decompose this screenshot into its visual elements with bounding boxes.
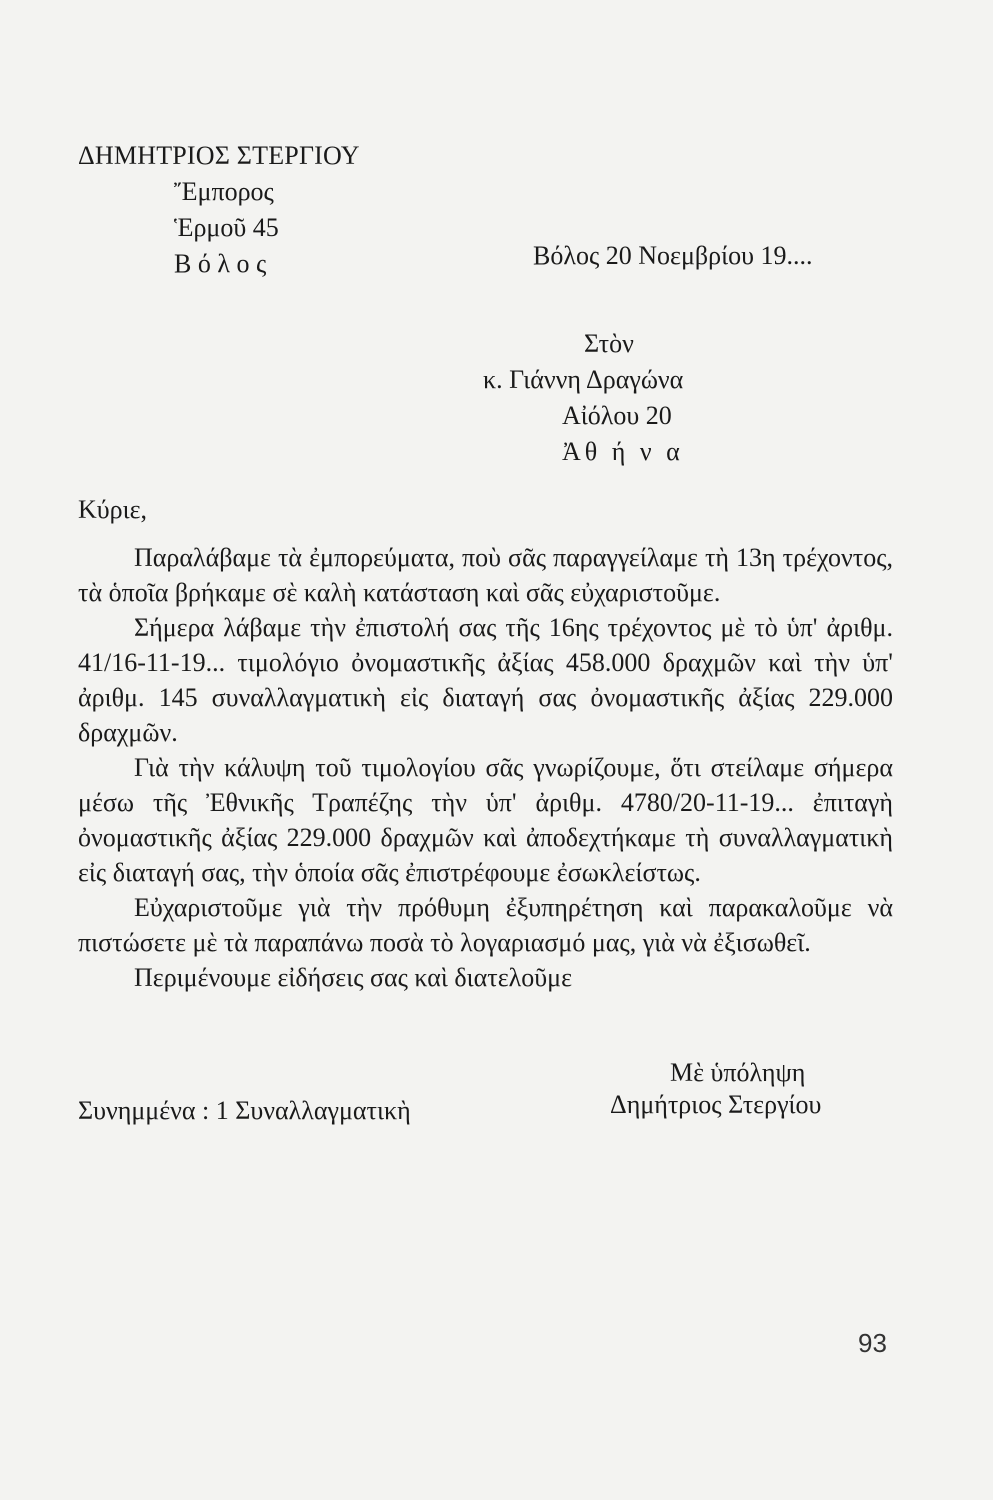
sender-block (78, 138, 360, 282)
recipient-city: Ἀθ ή ν α (562, 437, 684, 466)
sender-occupation: Ἔμπορος (174, 177, 274, 206)
letter-body (78, 540, 893, 995)
paragraph: Περιμένουμε εἰδήσεις σας καὶ διατελοῦμε (134, 963, 572, 992)
paragraph: Εὐχαριστοῦμε γιὰ τὴν πρόθυμη ἐξυπηρέτηση καὶ παρακαλοῦμε νὰ πιστώσετε μὲ τὰ παραπάνω ποσὰ τὸ λογαριασμό μας, γιὰ νὰ ἐξισωθεῖ. (78, 893, 893, 957)
paragraph: Παραλάβαμε τὰ ἐμπορεύματα, ποὺ σᾶς παραγγείλαμε τὴ 13η τρέχοντος, τὰ ὁποῖα βρήκαμε σὲ καλὴ κατάσταση καὶ σᾶς εὐχαριστοῦμε. (78, 543, 893, 607)
sender-city: Β ό λ ο ς (174, 249, 267, 278)
recipient-to: Στὸν (584, 329, 634, 358)
letter-date: Βόλος 20 Νοεμβρίου 19.... (533, 241, 813, 270)
salutation: Κύριε, (78, 495, 148, 524)
sender-street: Ἑρμοῦ 45 (174, 213, 279, 242)
closing: Μὲ ὑπόληψη (670, 1058, 806, 1087)
attachments: Συνημμένα : 1 Συναλλαγματικὴ (78, 1096, 411, 1125)
paragraph: Γιὰ τὴν κάλυψη τοῦ τιμολογίου σᾶς γνωρίζουμε, ὅτι στείλαμε σήμερα μέσω τῆς Ἐθνικῆς Τραπέζης τὴν ὑπ' ἀριθμ. 4780/20-11-19... ἐπιταγὴ ὀνομαστικῆς ἀξίας 229.000 δραχμῶν καὶ ἀποδεχτήκαμε τὴ συναλλαγματικὴ εἰς διαταγή σας, τὴν ὁποία σᾶς ἐπιστρέφουμε ἐσωκλείστως. (78, 753, 893, 887)
signature: Δημήτριος Στεργίου (610, 1090, 822, 1119)
recipient-street: Αἰόλου 20 (562, 401, 672, 430)
recipient-name: κ. Γιάννη Δραγώνα (483, 365, 684, 394)
sender-name: ΔΗΜΗΤΡΙΟΣ ΣΤΕΡΓΙΟΥ (78, 141, 360, 170)
paragraph: Σήμερα λάβαμε τὴν ἐπιστολή σας τῆς 16ης τρέχοντος μὲ τὸ ὑπ' ἀριθμ. 41/16-11-19... τιμολόγιο ὀνομαστικῆς ἀξίας 458.000 δραχμῶν καὶ τὴν ὑπ' ἀριθμ. 145 συναλλαγματικὴ εἰς διαταγή σας ὀνομαστικῆς ἀξίας 229.000 δραχμῶν. (78, 613, 893, 747)
page-number: 93 (858, 1328, 887, 1358)
